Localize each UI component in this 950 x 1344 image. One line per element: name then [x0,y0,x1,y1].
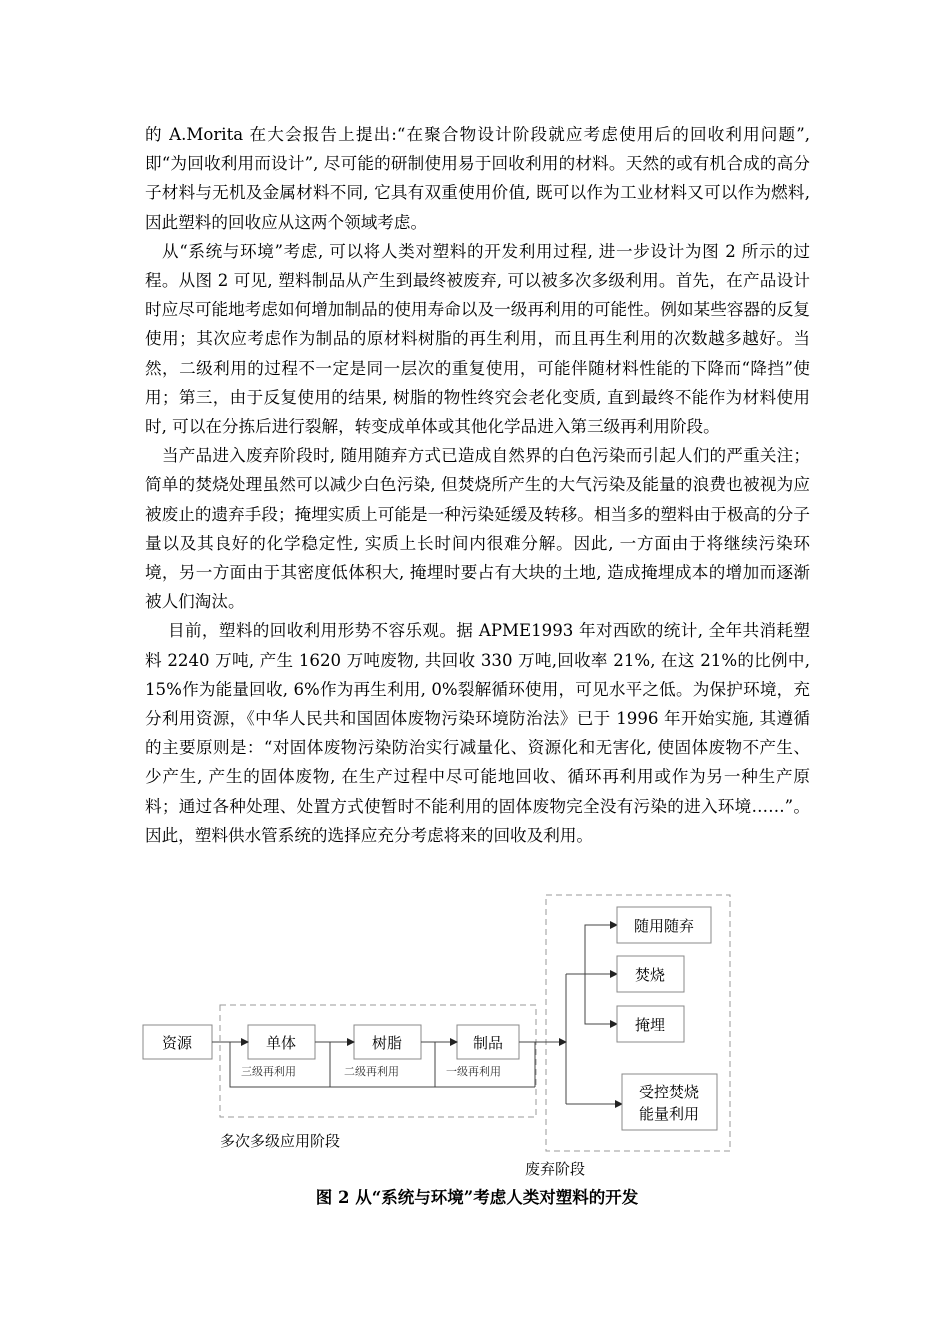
incinerate-label: 焚烧 [634,966,666,984]
paragraph-2: 从“系统与环境”考虑, 可以将人类对塑料的开发利用过程, 进一步设计为图 2 所示的过程。从图 2 可见, 塑料制品从产生到最终被废弃, 可以被多次多级利用。首先，在产品设计时应尽可能地考虑如何增加制品的使用寿命以及一级再利用的可能性。例如某些容器的反复使用；其次应考虑作为制品的原材料树脂的再生利用，而且再生利用的次数越多越好。当然，二级利用的过程不一定是同一层次的重复使用，可能伴随材料性能的下降而“降挡”使用；第三，由于反复使用的结果, 树脂的物性终究会老化变质, 直到最终不能作为材料使用时, 可以在分拣后进行裂解，转变成单体或其他化学品进入第三级再利用阶段。 [145,241,810,437]
monomer-label: 单体 [265,1034,297,1052]
multi-stage-region [220,1005,536,1117]
paragraph-4: 目前，塑料的回收利用形势不容乐观。据 APME1993 年对西欧的统计, 全年共消耗塑料 2240 万吨, 产生 1620 万吨废物, 共回收 330 万吨,回收率 21%, 在这 21%的比例中, 15%作为能量回收, 6%作为再生利用, 0%裂解循环使用，可见水平之低。为保护环境，充分利用资源，《中华人民共和国固体废物污染环境防治法》已于 1996 年开始实施, 其遵循的主要原则是：“对固体废物污染防治实行减量化、资源化和无害化, 使固体废物不产生、少产生, 产生的固体废物, 在生产过程中尽可能地回收、循环再利用或作为另一种生产原料；通过各种处理、处置方式使暂时不能利用的固体废物完全没有污染的进入环境……”。因此，塑料供水管系统的选择应充分考虑将来的回收及利用。 [145,621,810,845]
tier1-label: 一级再利用 [446,1065,501,1078]
paragraph-1: 的 A.Morita 在大会报告上提出:“在聚合物设计阶段就应考虑使用后的回收利用问题”,即“为回收利用而设计”, 尽可能的研制使用易于回收利用的材料。天然的或有机合成的高分子材料与无机及金属材料不同, 它具有双重使用价值, 既可以作为工业材料又可以作为燃料, 因此塑料的回收应从这两个领域考虑。 [145,125,810,232]
waste-stage-caption: 废弃阶段 [525,1160,586,1178]
multi-stage-caption: 多次多级应用阶段 [220,1132,341,1150]
resin-label: 树脂 [371,1034,403,1052]
controlled-incineration-label-1: 受控焚烧 [638,1083,700,1101]
controlled-incineration-label-2: 能量利用 [638,1105,700,1123]
tier2-label: 二级再利用 [344,1065,399,1078]
arrow-to-discard [566,925,617,974]
product-label: 制品 [472,1034,504,1052]
landfill-label: 掩埋 [634,1016,666,1034]
discard-label: 随用随弃 [633,917,695,935]
tier3-label: 三级再利用 [241,1065,296,1078]
figure-caption: 图 2 从“系统与环境”考虑人类对塑料的开发 [315,1188,639,1207]
arrow-to-landfill [585,974,617,1024]
paragraph-3: 当产品进入废弃阶段时, 随用随弃方式已造成自然界的白色污染而引起人们的严重关注；简单的焚烧处理虽然可以减少白色污染, 但焚烧所产生的大气污染及能量的浪费也被视为应被废止的遗弃手段；掩埋实质上可能是一种污染延缓及转移。相当多的塑料由于极高的分子量以及其良好的化学稳定性, 实质上长时间内很难分解。因此, 一方面由于将继续污染环境，另一方面由于其密度低体积大, 掩埋时要占有大块的土地, 造成掩埋成本的增加而逐渐被人们淘汰。 [145,446,810,612]
resource-label: 资源 [161,1034,193,1052]
